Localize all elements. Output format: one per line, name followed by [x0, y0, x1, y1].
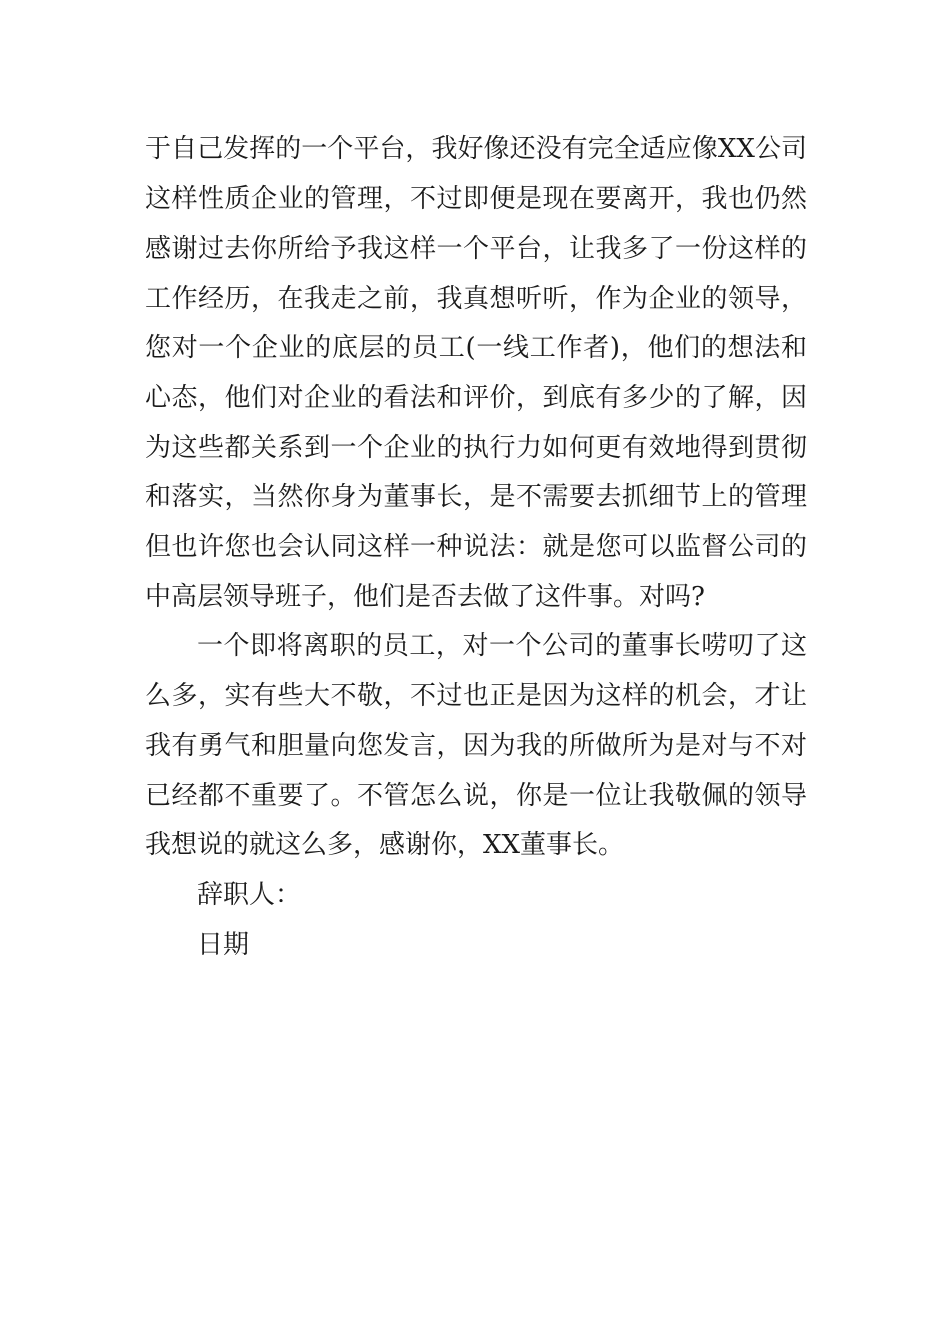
text-line: 您对一个企业的底层的员工(一线工作者)，他们的想法和 [145, 333, 807, 363]
text-line: 心态，他们对企业的看法和评价，到底有多少的了解，因 [145, 383, 807, 413]
text-line: 中高层领导班子，他们是否去做了这件事。对吗? [145, 582, 705, 612]
text-line: 于自己发挥的一个平台，我好像还没有完全适应像XX公司 [145, 134, 807, 164]
text-line: 工作经历，在我走之前，我真想听听，作为企业的领导， [145, 284, 807, 314]
text-line: 为这些都关系到一个企业的执行力如何更有效地得到贯彻 [145, 433, 807, 463]
text-line: 我想说的就这么多，感谢你，XX董事长。 [145, 830, 625, 860]
text-line: 一个即将离职的员工，对一个公司的董事长唠叨了这 [197, 631, 807, 661]
text-line: 这样性质企业的管理，不过即便是现在要离开，我也仍然 [145, 184, 807, 214]
date-label: 日期 [197, 930, 250, 960]
signature-label: 辞职人： [197, 880, 302, 910]
text-line: 么多，实有些大不敬，不过也正是因为这样的机会，才让 [145, 681, 807, 711]
text-line: 我有勇气和胆量向您发言，因为我的所做所为是对与不对 [145, 731, 807, 761]
text-line: 但也许您也会认同这样一种说法：就是您可以监督公司的 [145, 532, 807, 562]
text-line: 和落实，当然你身为董事长，是不需要去抓细节上的管理 [145, 482, 807, 512]
text-line: 感谢过去你所给予我这样一个平台，让我多了一份这样的 [145, 234, 807, 264]
text-line: 已经都不重要了。不管怎么说，你是一位让我敬佩的领导 [145, 781, 807, 811]
